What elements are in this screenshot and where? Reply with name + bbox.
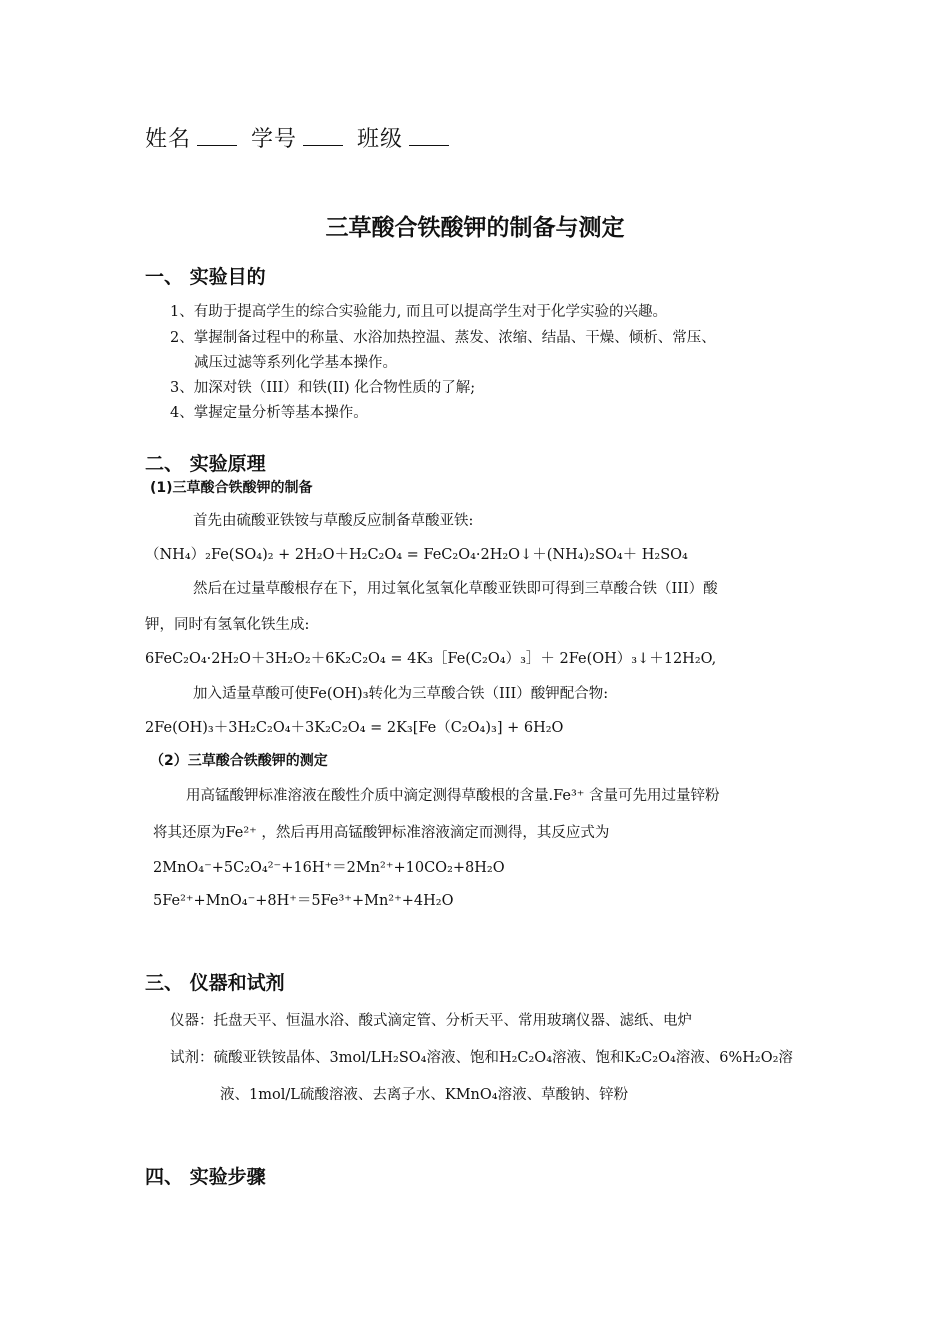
reagents-list: 试剂：硫酸亚铁铵晶体、3mol/LH₂SO₄溶液、饱和H₂C₂O₄溶液、饱和K₂C₂O₄溶液、6%H₂O₂溶 <box>170 1050 793 1066</box>
equation-3: 2Fe(OH)₃＋3H₂C₂O₄＋3K₂C₂O₄ = 2K₃[Fe（C₂O₄)₃] + 6H₂O <box>145 720 564 736</box>
principle-paragraph-1: 首先由硫酸亚铁铵与草酸反应制备草酸亚铁: <box>193 513 474 529</box>
student-id-label: 学号 <box>251 127 298 152</box>
section4-heading: 四、 实验步骤 <box>145 1166 266 1188</box>
class-label: 班级 <box>357 127 404 152</box>
subsection-determination: （2）三草酸合铁酸钾的测定 <box>150 753 328 769</box>
instruments-list: 仪器：托盘天平、恒温水浴、酸式滴定管、分析天平、常用玻璃仪器、滤纸、电炉 <box>170 1013 692 1029</box>
principle-paragraph-3: 加入适量草酸可使Fe(OH)₃转化为三草酸合铁（III）酸钾配合物: <box>193 686 609 702</box>
objective-item-2-cont: 减压过滤等系列化学基本操作。 <box>194 355 397 371</box>
section3-heading: 三、 仪器和试剂 <box>145 972 285 994</box>
objective-item-4: 4、掌握定量分析等基本操作。 <box>170 405 368 421</box>
class-blank[interactable] <box>409 127 449 146</box>
section1-heading: 一、 实验目的 <box>145 266 266 288</box>
principle-paragraph-4: 用高锰酸钾标准溶液在酸性介质中滴定测得草酸根的含量.Fe³⁺ 含量可先用过量锌粉 <box>186 788 720 804</box>
name-label: 姓名 <box>145 127 192 152</box>
name-blank[interactable] <box>197 127 237 146</box>
principle-paragraph-2: 然后在过量草酸根存在下，用过氧化氢氧化草酸亚铁即可得到三草酸合铁（III）酸 <box>193 581 718 597</box>
equation-1: （NH₄）₂Fe(SO₄)₂ + 2H₂O＋H₂C₂O₄ = FeC₂O₄·2H₂O↓＋(NH₄)₂SO₄＋ H₂SO₄ <box>145 547 688 563</box>
section2-heading: 二、 实验原理 <box>145 453 266 475</box>
student-id-blank[interactable] <box>303 127 343 146</box>
principle-paragraph-2-cont: 钾，同时有氢氧化铁生成: <box>145 617 310 633</box>
equation-2: 6FeC₂O₄·2H₂O＋3H₂O₂＋6K₂C₂O₄ = 4K₃［Fe(C₂O₄）₃］＋ 2Fe(OH）₃↓＋12H₂O, <box>145 651 717 667</box>
reagents-list-cont: 液、1mol/L硫酸溶液、去离子水、KMnO₄溶液、草酸钠、锌粉 <box>220 1087 629 1103</box>
equation-4: 2MnO₄⁻+5C₂O₄²⁻+16H⁺＝2Mn²⁺+10CO₂+8H₂O <box>153 860 505 876</box>
subsection-preparation: (1)三草酸合铁酸钾的制备 <box>150 480 313 496</box>
objective-item-2: 2、掌握制备过程中的称量、水浴加热控温、蒸发、浓缩、结晶、干燥、倾析、常压、 <box>170 330 716 346</box>
objective-item-3: 3、加深对铁（III）和铁(II) 化合物性质的了解; <box>170 380 476 396</box>
principle-paragraph-4-cont: 将其还原为Fe²⁺ ，然后再用高锰酸钾标准溶液滴定而测得，其反应式为 <box>153 825 610 841</box>
document-title: 三草酸合铁酸钾的制备与测定 <box>325 215 625 241</box>
student-info-line <box>145 122 455 153</box>
objective-item-1: 1、有助于提高学生的综合实验能力, 而且可以提高学生对于化学实验的兴趣。 <box>170 304 667 320</box>
equation-5: 5Fe²⁺+MnO₄⁻+8H⁺＝5Fe³⁺+Mn²⁺+4H₂O <box>153 893 454 909</box>
